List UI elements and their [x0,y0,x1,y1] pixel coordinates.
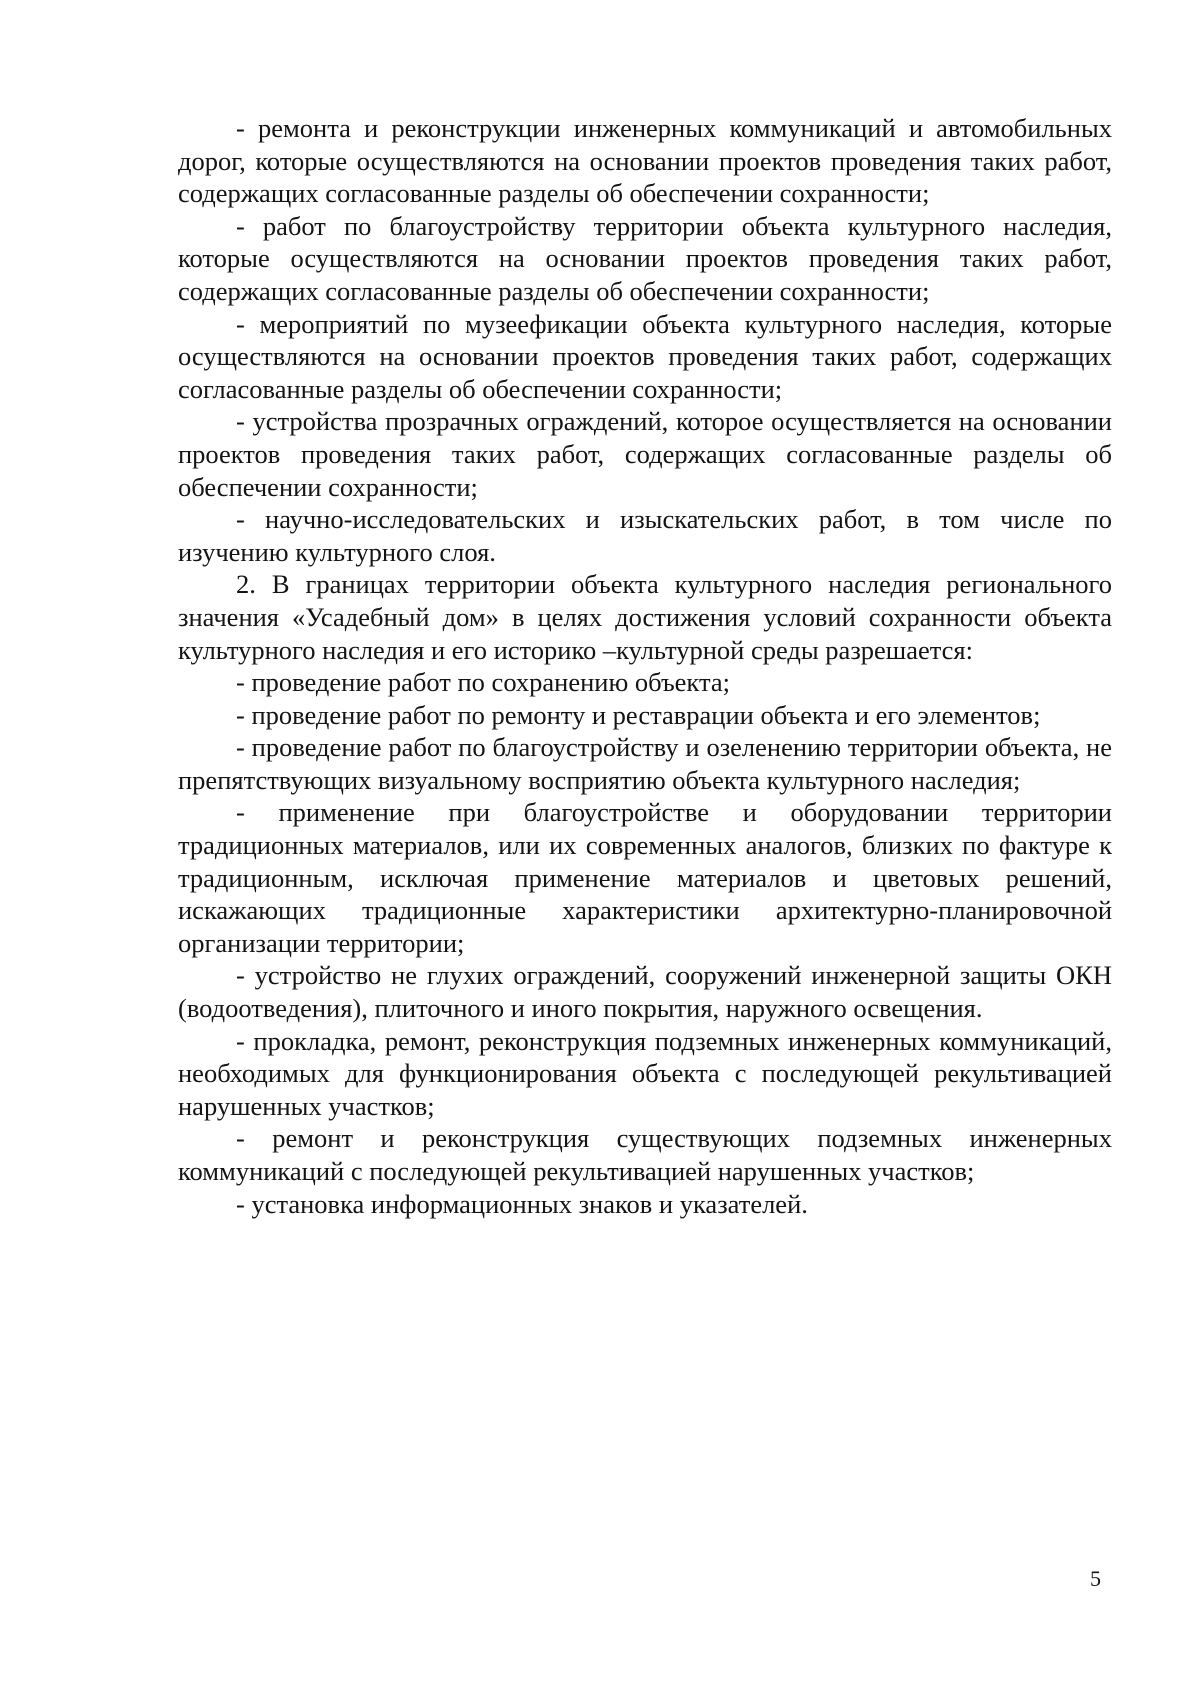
paragraph-landscaping-greening: - проведение работ по благоустройству и озеленению территории объекта, не препятствующих визуальному восприятию объекта культурного наследия; [178,732,1112,795]
paragraph-landscaping-works: - работ по благоустройству территории объекта культурного наследия, которые осуществляются на основании проектов проведения таких работ, содержащих согласованные разделы об обеспечении сохранности; [178,210,1112,306]
page-number: 5 [1090,1566,1101,1591]
paragraph-fences-lighting: - устройство не глухих ограждений, сооружений инженерной защиты ОКН (водоотведения), плиточного и иного покрытия, наружного освещения. [178,960,1112,1024]
paragraph-preservation-works: - проведение работ по сохранению объекта; [236,667,730,698]
paragraph-underground-utilities-repair: - ремонт и реконструкция существующих подземных инженерных коммуникаций с последующей рекультивацией нарушенных участков; [178,1123,1112,1186]
paragraph-section-2-permitted: 2. В границах территории объекта культурного наследия регионального значения «Усадебный дом» в целях достижения условий сохранности объекта культурного наследия и его историко –культурной среды разрешается: [178,569,1112,665]
paragraph-information-signs: - установка информационных знаков и указателей. [236,1188,808,1219]
paragraph-underground-utilities-laying: - прокладка, ремонт, реконструкция подземных инженерных коммуникаций, необходимых для функционирования объекта с последующей рекультивацией нарушенных участков; [178,1025,1112,1121]
paragraph-traditional-materials: - применение при благоустройстве и оборудовании территории традиционных материалов, или их современных аналогов, близких по фактуре к традиционным, исключая применение материалов и цветовых решений, искажающих традиционные характеристики архитектурно-планировочной организации территории; [178,797,1112,958]
paragraph-research-works: - научно-исследовательских и изыскательских работ, в том числе по изучению культурного слоя. [178,504,1112,567]
paragraph-museumification: - мероприятий по музеефикации объекта культурного наследия, которые осуществляются на основании проектов проведения таких работ, содержащих согласованные разделы об обеспечении сохранности; [178,308,1112,404]
paragraph-transparent-fences: - устройства прозрачных ограждений, которое осуществляется на основании проектов проведения таких работ, содержащих согласованные разделы об обеспечении сохранности; [178,406,1112,502]
paragraph-repair-utilities-roads: - ремонта и реконструкции инженерных коммуникаций и автомобильных дорог, которые осуществляются на основании проектов проведения таких работ, содержащих согласованные разделы об обеспечении сохранности; [178,113,1112,209]
paragraph-repair-restoration: - проведение работ по ремонту и реставрации объекта и его элементов; [236,699,1041,730]
document-body [178,112,1112,1220]
